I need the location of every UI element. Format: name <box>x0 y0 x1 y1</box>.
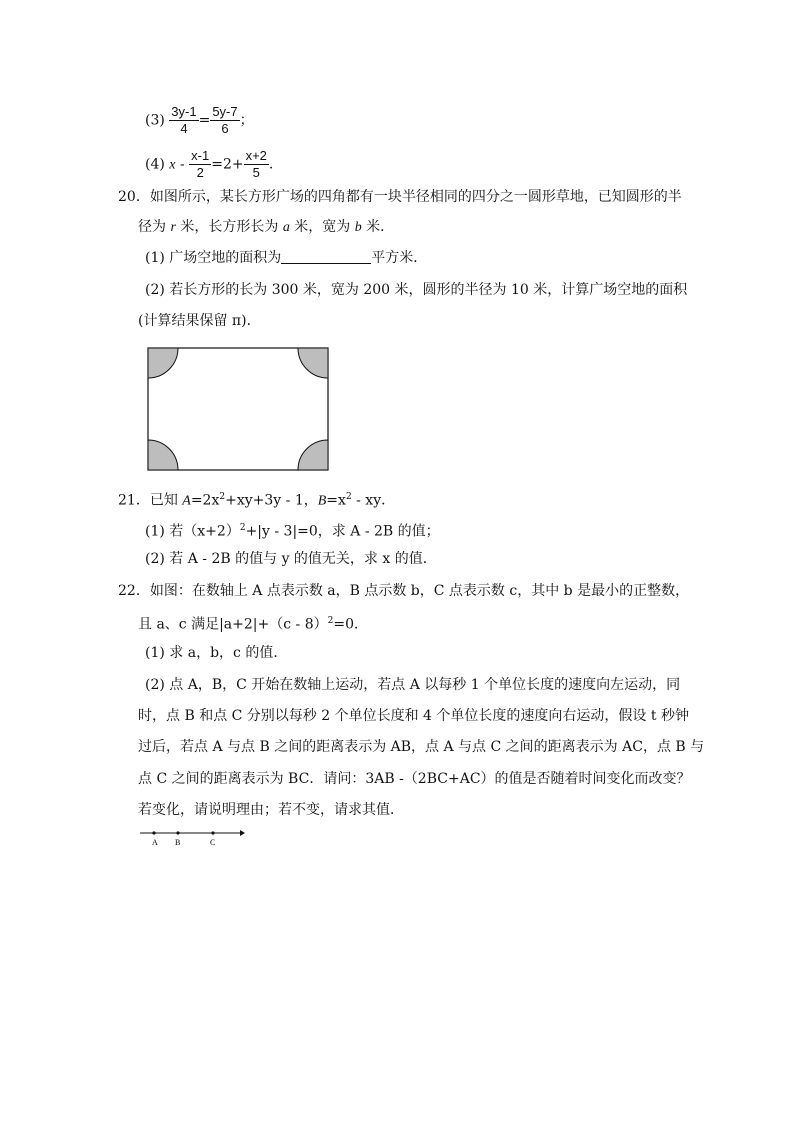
number-line-figure <box>140 826 246 848</box>
rectangle-square-figure <box>147 347 329 471</box>
q22-sub2-line5: 若变化，请说明理由；若不变，请求其值． <box>138 802 404 818</box>
q20-sub1: (1) 广场空地的面积为 平方米． <box>145 250 428 266</box>
q20-line2: 径为 r 米，长方形长为 a 米，宽为 b 米． <box>138 219 395 235</box>
q20-sub2-line1: (2) 若长方形的长为 300 米，宽为 200 米，圆形的半径为 10 米，计算广场空地的面积 <box>145 282 688 298</box>
q22-line1: 22．如图：在数轴上 A 点表示数 a，B 点示数 b，C 点表示数 c，其中 b 是最小的正整数， <box>118 583 690 599</box>
fraction: $\frac{x+2}{5}$ <box>245 148 267 180</box>
fraction: $\frac{3y-1}{4}$ <box>171 104 197 136</box>
q21-line1: 21．已知 $A=2x^2+xy+3y - 1$，$B=x^2$ - xy． <box>118 492 396 509</box>
q20-line1: 20．如图所示，某长方形广场的四角都有一块半径相同的四分之一圆形草地，已知圆形的半 <box>118 189 682 205</box>
q20-sub2-line2: (计算结果保留 π)． <box>138 313 261 329</box>
fraction: $\frac{5y-7}{6}$ <box>212 104 238 136</box>
q22-sub2-line3: 过后，若点 A 与点 B 之间的距离表示为 AB，点 A 与点 C 之间的距离表示为 AC，点 B 与 <box>138 739 705 755</box>
arrow-right-icon <box>240 830 245 836</box>
q22-sub1: (1) 求 a，b，c 的值． <box>145 645 288 661</box>
point-B <box>176 831 179 834</box>
answer-blank <box>281 249 371 264</box>
item-number: (3) <box>145 112 165 129</box>
q22-sub2-line1: (2) 点 A，B，C 开始在数轴上运动，若点 A 以每秒 1 个单位长度的速度向左运动，同 <box>145 677 681 693</box>
label-A: A <box>152 838 158 847</box>
q19-item4: (4) x - $\frac{x-1}{2}$ =2+ $\frac{x+2}{5}$ . <box>145 148 274 180</box>
q21-sub2: (2) 若 A - 2B 的值与 y 的值无关，求 x 的值． <box>145 551 437 567</box>
label-B: B <box>175 838 181 847</box>
square-outline <box>148 348 328 470</box>
q21-sub1: (1) 若$(x+2)^2+|y - 3|=0$，求 A - 2B 的值； <box>145 523 440 540</box>
q22-sub2-line2: 时，点 B 和点 C 分别以每秒 2 个单位长度和 4 个单位长度的速度向右运动，假设 t 秒钟 <box>138 708 689 724</box>
q22-line2: 且 a、c 满足|a+2|+（c - 8）$^2$=0． <box>138 616 368 633</box>
q19-item3: (3) $\frac{3y-1}{4}$ = $\frac{5y-7}{6}$ ； <box>145 104 254 136</box>
point-A <box>152 831 155 834</box>
q22-sub2-line4: 点 C 之间的距离表示为 BC．请问：3AB -（2BC+AC）的值是否随着时间变化而改变？ <box>138 771 691 787</box>
label-C: C <box>210 838 216 847</box>
point-C <box>211 831 214 834</box>
fraction: $\frac{x-1}{2}$ <box>191 148 210 180</box>
